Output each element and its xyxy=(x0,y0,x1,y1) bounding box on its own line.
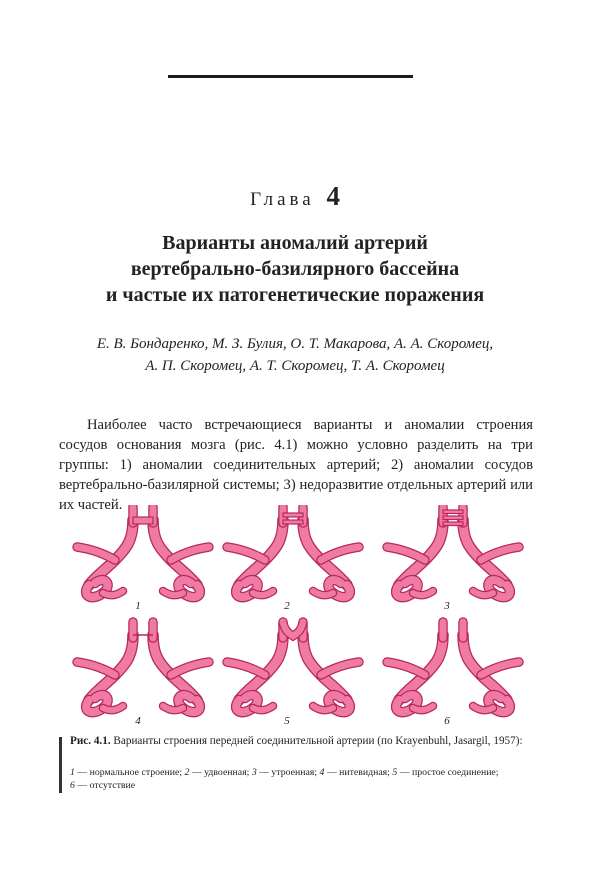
legend-num: 4 xyxy=(319,767,325,778)
authors-line: Е. В. Бондаренко, М. З. Булия, О. Т. Макарова, А. А. Скоромец, xyxy=(96,336,494,352)
title-line: и частые их патогенетические поражения xyxy=(105,284,485,306)
chapter-heading xyxy=(0,181,590,212)
chapter-number: 4 xyxy=(326,181,340,211)
figure-label: 6 xyxy=(444,715,450,727)
caption-label: Рис. 4.1. xyxy=(70,735,111,747)
legend-num: 1 xyxy=(70,767,75,778)
artery-variant-simple xyxy=(227,622,359,712)
figure-label: 1 xyxy=(135,600,141,612)
figure-caption xyxy=(70,734,538,748)
title-line: Варианты аномалий артерий xyxy=(162,232,428,254)
legend-text: — удвоенная; xyxy=(189,767,252,778)
figure-4-1 xyxy=(68,505,533,730)
legend-num: 6 xyxy=(70,780,75,791)
legend-num: 2 xyxy=(184,767,190,778)
body-paragraph: Наиболее часто встречающиеся варианты и аномалии строения сосудов основания мозга (рис. 4.1) можно условно разделить на три группы: 1) аномалии соединительных артерий; 2) аномалии сосудов вертебрально-базилярной системы; 3) недоразвитие отдельных артерий или их частей. xyxy=(59,416,533,513)
artery-variant-triple xyxy=(387,507,519,597)
top-rule xyxy=(168,75,413,78)
figure-label: 2 xyxy=(284,600,290,612)
legend-num: 5 xyxy=(392,767,398,778)
artery-variant-double xyxy=(227,507,359,597)
figure-label: 5 xyxy=(284,715,290,727)
artery-variant-absent xyxy=(387,622,519,712)
artery-variant-normal xyxy=(77,507,209,597)
authors xyxy=(40,333,550,377)
authors-line: А. П. Скоромец, А. Т. Скоромец, Т. А. Скоромец xyxy=(145,358,445,374)
figure-label: 3 xyxy=(444,600,450,612)
legend-text: — утроенная; xyxy=(256,767,320,778)
legend-text: — простое соединение; xyxy=(397,767,499,778)
chapter-title xyxy=(40,230,550,308)
legend-text: — нормальное строение; xyxy=(74,767,185,778)
caption-text: Варианты строения передней соединительной артерии (по Krayenbuhl, Jasargil, 1957): xyxy=(113,735,523,747)
chapter-word: Глава xyxy=(250,189,315,210)
artery-variants-diagram xyxy=(68,505,533,730)
artery-variant-thread xyxy=(77,622,209,712)
figure-legend xyxy=(70,766,538,792)
figure-label: 4 xyxy=(135,715,141,727)
legend-text: — отсутствие xyxy=(74,780,136,791)
legend-num: 3 xyxy=(251,767,257,778)
caption-bar xyxy=(59,737,62,793)
title-line: вертебрально-базилярного бассейна xyxy=(130,258,460,280)
legend-text: — нитевидная; xyxy=(324,767,393,778)
